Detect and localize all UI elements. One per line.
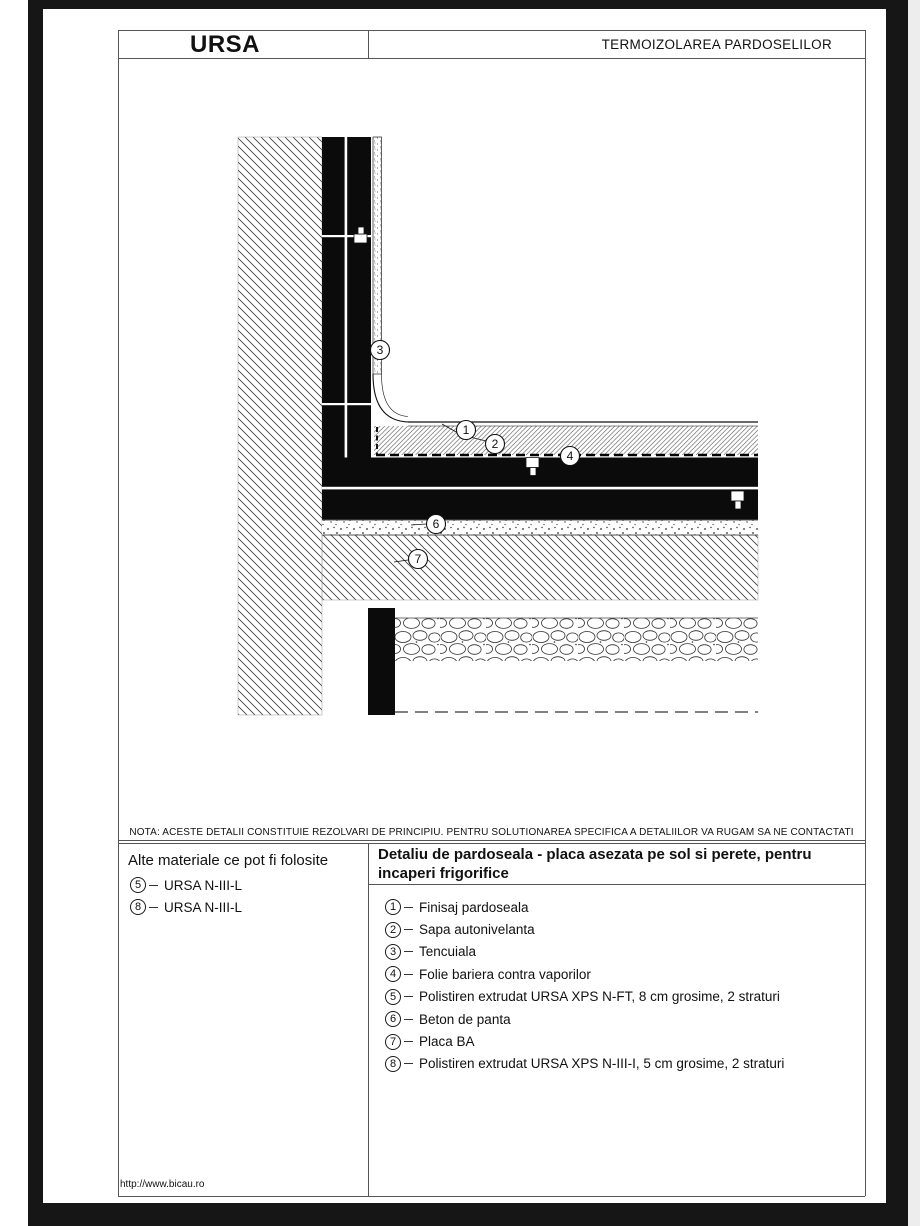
joint-detail bbox=[735, 501, 741, 509]
legend-list bbox=[385, 896, 784, 1075]
joint-detail bbox=[530, 468, 536, 476]
item-label: Placa BA bbox=[419, 1034, 475, 1050]
callout-3 bbox=[371, 341, 390, 360]
slab-hatch bbox=[322, 535, 758, 600]
svg-text:3: 3 bbox=[376, 343, 384, 358]
alt-materials-heading: Alte materiale ce pot fi folosite bbox=[128, 852, 329, 869]
title-underline bbox=[368, 884, 865, 885]
svg-text:2: 2 bbox=[491, 437, 499, 452]
leader-line bbox=[149, 885, 158, 886]
concrete-band-stipple bbox=[322, 520, 758, 535]
board-joint bbox=[322, 403, 371, 405]
item-number-circle: 4 bbox=[385, 966, 401, 982]
header-divider bbox=[368, 30, 369, 58]
footing-insulation bbox=[368, 608, 395, 715]
leader-line bbox=[404, 951, 413, 952]
legend-item bbox=[385, 1053, 784, 1075]
legend-item bbox=[385, 1030, 784, 1052]
legend-item bbox=[385, 986, 784, 1008]
scan-margin bbox=[908, 0, 920, 1226]
legend-item bbox=[385, 941, 784, 963]
item-label: Sapa autonivelanta bbox=[419, 922, 535, 938]
technical-drawing bbox=[118, 58, 865, 830]
item-number-circle: 3 bbox=[385, 944, 401, 960]
legend-item bbox=[385, 918, 784, 940]
joint-detail bbox=[354, 234, 367, 243]
item-label: Folie bariera contra vaporilor bbox=[419, 966, 591, 982]
alt-material-item bbox=[130, 876, 242, 894]
frame-line bbox=[118, 843, 865, 844]
nota-text: NOTA: ACESTE DETALII CONSTITUIE REZOLVARI DE PRINCIPIU. PENTRU SOLUTIONAREA SPECIFICA A DETALIILOR VA RUGAM SA NE CONTACTATI bbox=[129, 827, 854, 838]
item-number-circle: 1 bbox=[385, 899, 401, 915]
leader-line bbox=[404, 1041, 413, 1042]
alt-material-item bbox=[130, 898, 242, 916]
leader-line bbox=[404, 929, 413, 930]
svg-text:6: 6 bbox=[432, 517, 440, 532]
callout-4 bbox=[561, 447, 580, 466]
footer-url: http://www.bicau.ro bbox=[120, 1179, 205, 1190]
legend-item bbox=[385, 896, 784, 918]
item-label: Polistiren extrudat URSA XPS N-FT, 8 cm grosime, 2 straturi bbox=[419, 989, 780, 1005]
cove-curve bbox=[382, 374, 409, 417]
callout-1 bbox=[457, 421, 476, 440]
legend-item bbox=[385, 1008, 784, 1030]
svg-text:1: 1 bbox=[462, 423, 470, 438]
insulation-layer-gap bbox=[322, 487, 758, 490]
joint-detail bbox=[358, 227, 364, 234]
leader-line bbox=[404, 907, 413, 908]
joint-detail bbox=[731, 491, 744, 501]
callout-2 bbox=[486, 435, 505, 454]
item-label: Finisaj pardoseala bbox=[419, 899, 529, 915]
item-label: Beton de panta bbox=[419, 1011, 511, 1027]
joint-detail bbox=[526, 458, 539, 468]
svg-text:4: 4 bbox=[566, 449, 574, 464]
item-label: URSA N-III-L bbox=[164, 877, 243, 893]
leader-line bbox=[404, 996, 413, 997]
callout-6 bbox=[427, 515, 446, 534]
svg-text:7: 7 bbox=[414, 552, 422, 567]
item-number-circle: 2 bbox=[385, 922, 401, 938]
item-label: Polistiren extrudat URSA XPS N-III-I, 5 cm grosime, 2 straturi bbox=[419, 1056, 785, 1072]
frame-line bbox=[118, 1196, 865, 1197]
item-number-circle: 7 bbox=[385, 1034, 401, 1050]
legend-item bbox=[385, 963, 784, 985]
scan-edge-left bbox=[28, 0, 43, 1226]
item-label: URSA N-III-L bbox=[164, 899, 243, 915]
detail-title-line2: incaperi frigorifice bbox=[378, 865, 509, 882]
ursa-logo: URSA bbox=[190, 31, 261, 58]
item-number-circle: 6 bbox=[385, 1011, 401, 1027]
scan-edge-bottom bbox=[28, 1203, 908, 1226]
callout-7 bbox=[409, 550, 428, 569]
frame-line bbox=[865, 30, 866, 1196]
leader-line bbox=[404, 1063, 413, 1064]
item-number-circle: 8 bbox=[130, 899, 146, 915]
item-number-circle: 8 bbox=[385, 1056, 401, 1072]
insulation-layer-gap bbox=[345, 137, 348, 461]
detail-title bbox=[378, 845, 860, 883]
wall-masonry-hatch bbox=[238, 137, 322, 715]
item-number-circle: 5 bbox=[130, 877, 146, 893]
leader-line bbox=[404, 974, 413, 975]
plaster-stipple bbox=[373, 137, 382, 374]
scan-edge-top bbox=[28, 0, 908, 9]
detail-title-line1: Detaliu de pardoseala - placa asezata pe sol si perete, pentru bbox=[378, 846, 812, 863]
leader-line bbox=[404, 1019, 413, 1020]
scan-edge-right bbox=[886, 0, 908, 1226]
gravel-layer bbox=[395, 618, 758, 661]
cove-curve bbox=[373, 374, 410, 422]
leader-line bbox=[149, 907, 158, 908]
page-title: TERMOIZOLAREA PARDOSELILOR bbox=[601, 37, 832, 52]
item-label: Tencuiala bbox=[419, 944, 477, 960]
frame-line bbox=[118, 840, 865, 841]
item-number-circle: 5 bbox=[385, 989, 401, 1005]
column-divider bbox=[368, 843, 369, 1196]
